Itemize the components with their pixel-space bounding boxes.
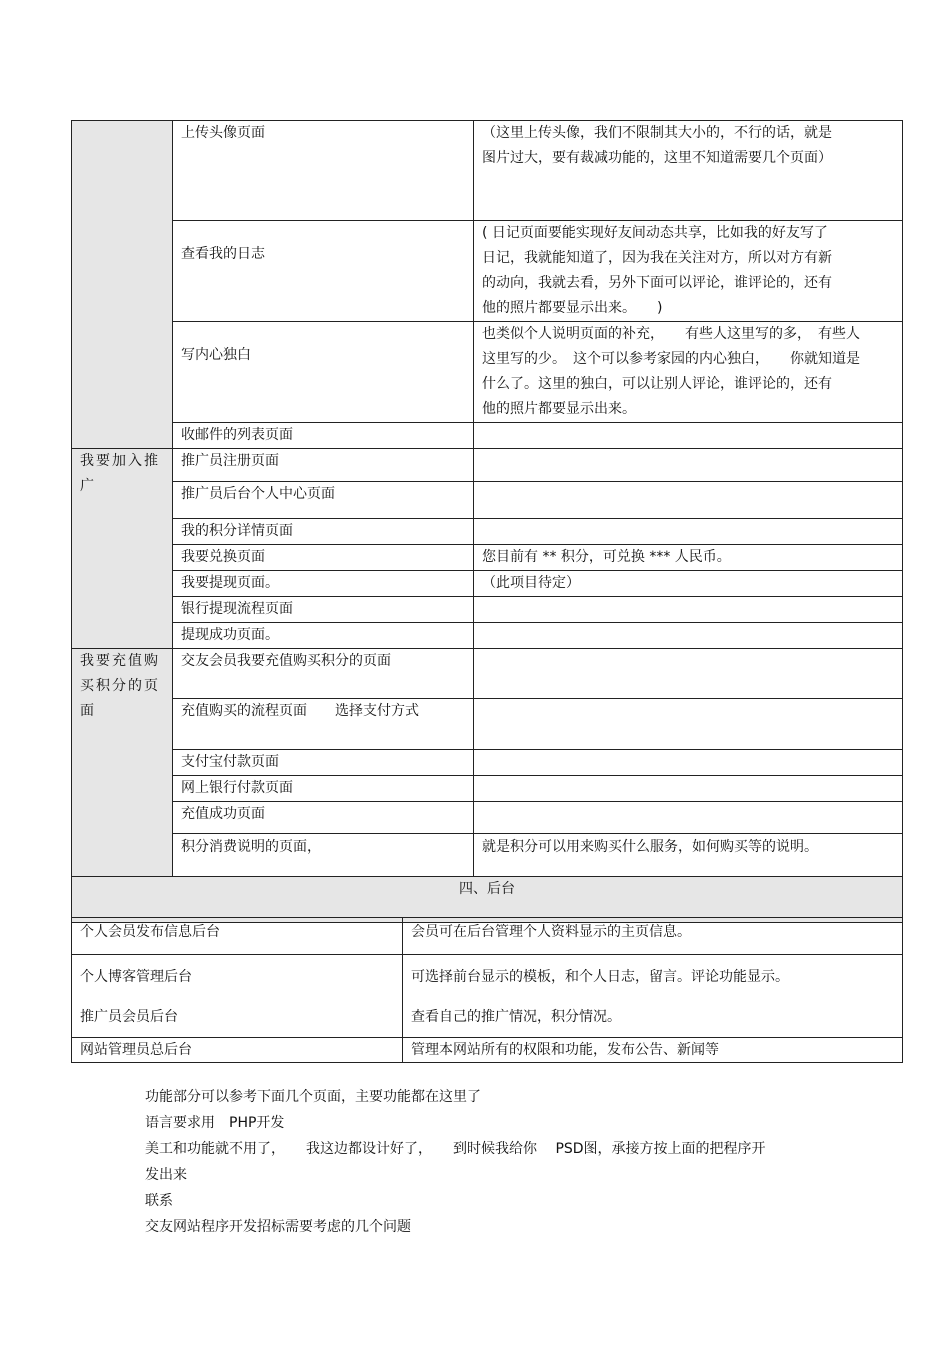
note-cell: （这里上传头像，我们不限制其大小的，不行的话，就是 图片过大，要有裁减功能的，这里不知道需要几个页面） (474, 121, 903, 221)
category-cell-blank (72, 121, 173, 449)
page-cell: 我要兑换页面 (173, 545, 474, 571)
admin-desc: 管理本网站所有的权限和功能，发布公告、新闻等 (403, 1038, 903, 1063)
page-cell: 推广员注册页面 (173, 449, 474, 482)
note-cell (474, 482, 903, 519)
note-cell: 您目前有 ** 积分，可兑换 *** 人民币。 (474, 545, 903, 571)
admin-name: 网站管理员总后台 (72, 1038, 403, 1063)
admin-name: 推广员会员后台 (80, 1009, 178, 1025)
admin-desc: 可选择前台显示的模板，和个人日志，留言。评论功能显示。 (411, 969, 789, 985)
notes-block (145, 1084, 845, 1240)
admin-name: 个人博客管理后台 (80, 969, 192, 985)
note-cell: （此项目待定） (474, 571, 903, 597)
note-cell (474, 519, 903, 545)
note-cell (474, 750, 903, 776)
page-cell: 支付宝付款页面 (173, 750, 474, 776)
note-line: 联系 (145, 1193, 173, 1209)
page-cell: 我的积分详情页面 (173, 519, 474, 545)
page-cell: 银行提现流程页面 (173, 597, 474, 623)
admin-table (71, 917, 903, 1063)
note-line: 交友网站程序开发招标需要考虑的几个问题 (145, 1219, 411, 1235)
feature-table (71, 120, 903, 923)
note-cell (474, 423, 903, 449)
note-line: 功能部分可以参考下面几个页面，主要功能都在这里了 (145, 1089, 481, 1105)
note-line: 发出来 (145, 1167, 187, 1183)
admin-desc-group (403, 955, 903, 1038)
page-cell: 收邮件的列表页面 (173, 423, 474, 449)
admin-name-group (72, 955, 403, 1038)
note-cell (474, 449, 903, 482)
note-cell (474, 623, 903, 649)
page-cell: 积分消费说明的页面， (173, 834, 474, 877)
admin-name: 个人会员发布信息后台 (72, 918, 403, 955)
admin-desc: 会员可在后台管理个人资料显示的主页信息。 (403, 918, 903, 955)
note-cell: ( 日记页面要能实现好友间动态共享，比如我的好友写了 日记，我就能知道了，因为我在关注对方，所以对方有新 的动向，我就去看，另外下面可以评论，谁评论的，还有 他的照片都要显示出来。 ) (474, 221, 903, 322)
page-cell: 我要提现页面。 (173, 571, 474, 597)
category-cell-promotion: 我要加入推广 (72, 449, 173, 649)
note-cell (474, 802, 903, 834)
page-cell: 推广员后台个人中心页面 (173, 482, 474, 519)
note-cell: 也类似个人说明页面的补充， 有些人这里写的多， 有些人 这里写的少。 这个可以参考家园的内心独白， 你就知道是 什么了。这里的独白，可以让别人评论，谁评论的，还有 他的照片都要显示出来。 (474, 322, 903, 423)
page-cell: 充值成功页面 (173, 802, 474, 834)
page-cell: 上传头像页面 (173, 121, 474, 221)
page-cell: 网上银行付款页面 (173, 776, 474, 802)
note-cell (474, 649, 903, 699)
page-cell: 交友会员我要充值购买积分的页面 (173, 649, 474, 699)
page-cell: 充值购买的流程页面 选择支付方式 (173, 699, 474, 750)
category-cell-recharge: 我要充值购买积分的页面 (72, 649, 173, 877)
note-cell (474, 597, 903, 623)
page-cell: 查看我的日志 (173, 221, 474, 322)
page-cell: 写内心独白 (173, 322, 474, 423)
note-line: 语言要求用 PHP开发 (145, 1115, 285, 1131)
section-title: 四、后台 (72, 877, 903, 923)
note-cell (474, 699, 903, 750)
note-line: 美工和功能就不用了， 我这边都设计好了， 到时候我给你 PSD图，承接方按上面的把程序开 (145, 1141, 766, 1157)
note-cell: 就是积分可以用来购买什么服务，如何购买等的说明。 (474, 834, 903, 877)
admin-desc: 查看自己的推广情况，积分情况。 (411, 1009, 621, 1025)
note-cell (474, 776, 903, 802)
page-cell: 提现成功页面。 (173, 623, 474, 649)
